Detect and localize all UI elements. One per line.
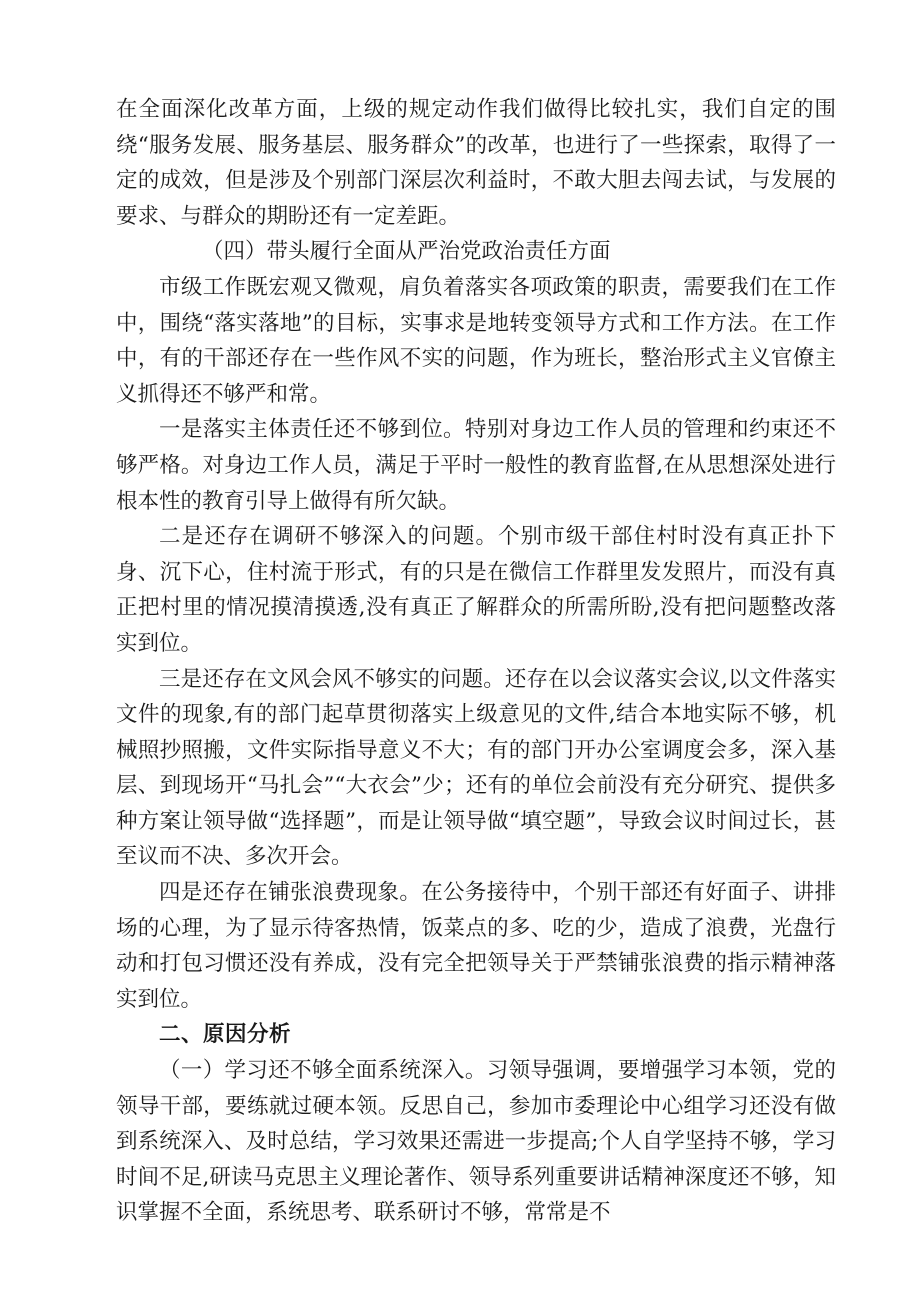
subheading-party-responsibility: （四）带头履行全面从严治党政治责任方面 (202, 239, 611, 265)
paragraph-point-one: 一是落实主体责任还不够到位。特别对身边工作人员的管理和约束还不够严格。对身边工作人员，满足于平时一般性的教育监督,在从思想深处进行根本性的教育引导上做得有所欠缺。 (116, 417, 836, 514)
document-page (116, 92, 836, 1231)
paragraph-study-insufficient: （一）学习还不够全面系统深入。习领导强调，要增强学习本领，党的领导干部，要练就过硬本领。反思自己，参加市委理论中心组学习还没有做到系统深入、及时总结，学习效果还需进一步提高;个人自学坚持不够，学习时间不足,研读马克思主义理论著作、领导系列重要讲话精神深度还不够，知识掌握不全面，系统思考、联系研讨不够，常常是不 (116, 1058, 836, 1226)
paragraph-city-work: 市级工作既宏观又微观，肩负着落实各项政策的职责，需要我们在工作中，围绕“落实落地”的目标，实事求是地转变领导方式和工作方法。在工作中，有的干部还存在一些作风不实的问题，作为班长，整治形式主义官僚主义抓得还不够严和常。 (116, 274, 836, 407)
paragraph-point-two: 二是还存在调研不够深入的问题。个别市级干部住村时没有真正扑下身、沉下心，住村流于形式，有的只是在微信工作群里发发照片，而没有真正把村里的情况摸清摸透,没有真正了解群众的所需所盼,没有把问题整改落实到位。 (116, 524, 836, 656)
section-heading-cause-analysis: 二、原因分析 (159, 1022, 292, 1048)
paragraph-point-three: 三是还存在文风会风不够实的问题。还存在以会议落实会议,以文件落实文件的现象,有的部门起草贯彻落实上级意见的文件,结合本地实际不够，机械照抄照搬，文件实际指导意义不大；有的部门开办公室调度会多，深入基层、到现场开“马扎会”“大衣会”少；还有的单位会前没有充分研究、提供多种方案让领导做“选择题”，而是让领导做“填空题”，导致会议时间过长，甚至议而不决、多次开会。 (116, 666, 836, 870)
paragraph-point-four: 四是还存在铺张浪费现象。在公务接待中，个别干部还有好面子、讲排场的心理，为了显示待客热情，饭菜点的多、吃的少，造成了浪费，光盘行动和打包习惯还没有养成，没有完全把领导关于严禁铺张浪费的指示精神落实到位。 (116, 880, 836, 1012)
paragraph-reform: 在全面深化改革方面，上级的规定动作我们做得比较扎实，我们自定的围绕“服务发展、服务基层、服务群众”的改革，也进行了一些探索，取得了一定的成效，但是涉及个别部门深层次利益时，不敢大胆去闯去试，与发展的要求、与群众的期盼还有一定差距。 (116, 97, 836, 229)
